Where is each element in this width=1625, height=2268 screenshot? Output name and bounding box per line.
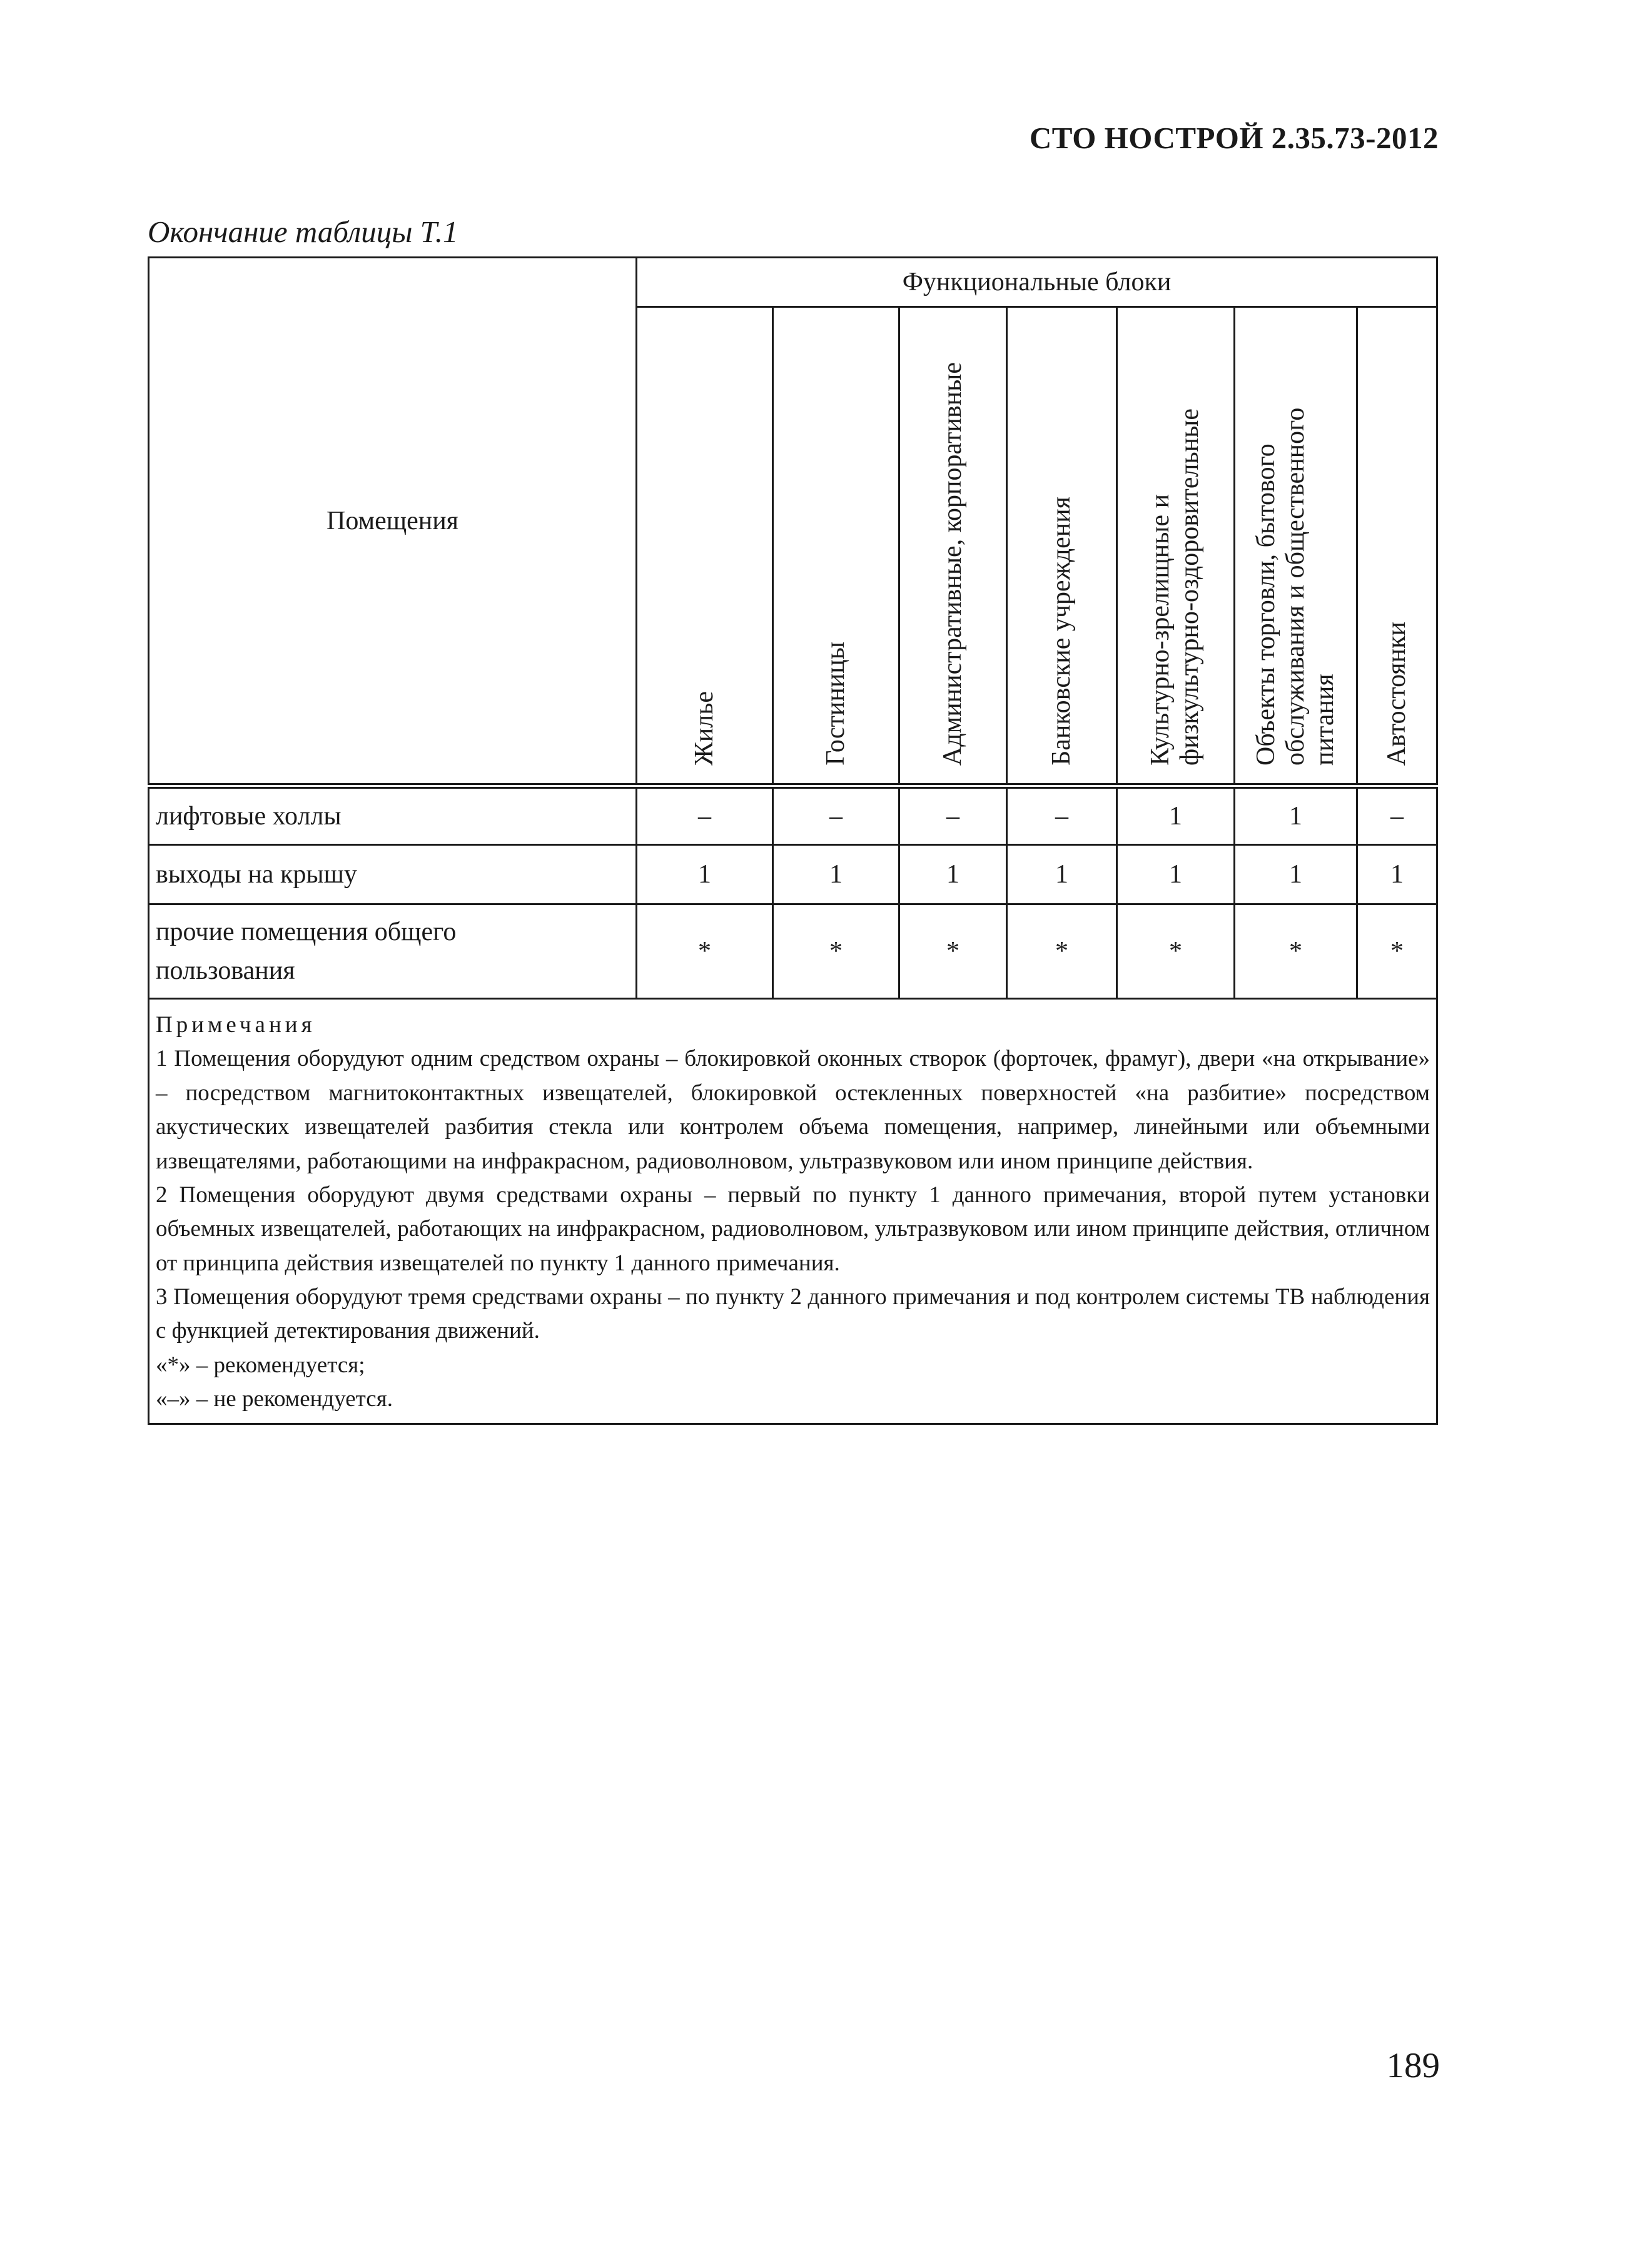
column-header-cultural-sports xyxy=(1117,307,1235,786)
table-cell: – xyxy=(773,786,899,845)
table-cell: 1 xyxy=(1117,845,1235,904)
column-header-administrative xyxy=(899,307,1007,786)
row-label: прочие помещения общего пользования xyxy=(149,904,637,999)
rooms-column-header xyxy=(149,258,637,786)
security-table xyxy=(148,256,1438,1425)
column-header-hotels xyxy=(773,307,899,786)
table-cell: * xyxy=(1117,904,1235,999)
table-cell: – xyxy=(1007,786,1117,845)
table-cell: * xyxy=(899,904,1007,999)
column-label: Автостоянки xyxy=(1382,621,1411,766)
column-header-parking xyxy=(1357,307,1437,786)
column-label: Административные, корпоративные xyxy=(938,362,967,766)
table-row xyxy=(149,845,1437,904)
note-item: «–» – не рекомендуется. xyxy=(156,1386,393,1412)
table-cell: * xyxy=(1235,904,1357,999)
document-code-header: СТО НОСТРОЙ 2.35.73-2012 xyxy=(1029,121,1439,155)
table-cell: * xyxy=(1007,904,1117,999)
notes-cell xyxy=(149,999,1437,1424)
table-cell: – xyxy=(899,786,1007,845)
note-item: 1 Помещения оборудуют одним средством охраны – блокировкой оконных створок (форточек, фрамуг), двери «на открывание» – посредством магнитоконтактных извещателей, блокировкой остекленных поверхностей «на разбитие» посредством акустических извещателей разбития стекла или контролем объема помещения, например, линейными или объемными извещателями, работающими на инфракрасном, радиоволновом, ультразвуковом или ином принципе действия. xyxy=(156,1046,1430,1174)
note-item: 2 Помещения оборудуют двумя средствами охраны – первый по пункту 1 данного примечания, второй путем установки объемных извещателей, работающих на инфракрасном, радиоволновом, ультразвуковом или ином принципе действия, отличном от принципа действия извещателей по пункту 1 данного примечания. xyxy=(156,1182,1430,1276)
table-cell: 1 xyxy=(637,845,773,904)
note-item: «*» – рекомендуется; xyxy=(156,1352,365,1378)
rooms-header-label: Помещения xyxy=(326,506,458,535)
functional-blocks-label: Функциональные блоки xyxy=(902,268,1172,296)
page-number: 189 xyxy=(1386,2046,1440,2085)
column-label: Банковские учреждения xyxy=(1046,497,1076,766)
notes-row xyxy=(149,999,1437,1424)
column-header-trade-services xyxy=(1235,307,1357,786)
table-row xyxy=(149,904,1437,999)
table-cell: 1 xyxy=(1357,845,1437,904)
table-cell: 1 xyxy=(773,845,899,904)
table-cell: 1 xyxy=(1235,845,1357,904)
table-cell: 1 xyxy=(1007,845,1117,904)
table-cell: * xyxy=(773,904,899,999)
note-item: 3 Помещения оборудуют тремя средствами охраны – по пункту 2 данного примечания и под контролем системы ТВ наблюдения с функцией детектирования движений. xyxy=(156,1284,1430,1344)
table-cell: * xyxy=(637,904,773,999)
column-label: Объекты торговли, бытового обслуживания и общественного питания xyxy=(1251,407,1340,766)
table-cell: 1 xyxy=(1117,786,1235,845)
table-cell: – xyxy=(1357,786,1437,845)
notes-title: Примечания xyxy=(156,1012,316,1038)
table-cell: 1 xyxy=(1235,786,1357,845)
table-cell: * xyxy=(1357,904,1437,999)
column-label: Культурно-зрелищные и физкультурно-оздоровительные xyxy=(1146,408,1205,766)
table-cell: – xyxy=(637,786,773,845)
column-header-banks xyxy=(1007,307,1117,786)
table-caption: Окончание таблицы Т.1 xyxy=(148,215,458,249)
column-label: Жилье xyxy=(689,691,719,766)
column-label: Гостиницы xyxy=(821,642,850,766)
table-cell: 1 xyxy=(899,845,1007,904)
row-label: лифтовые холлы xyxy=(149,786,637,845)
row-label: выходы на крышу xyxy=(149,845,637,904)
column-header-housing xyxy=(637,307,773,786)
functional-blocks-header xyxy=(637,258,1437,307)
table-row xyxy=(149,786,1437,845)
